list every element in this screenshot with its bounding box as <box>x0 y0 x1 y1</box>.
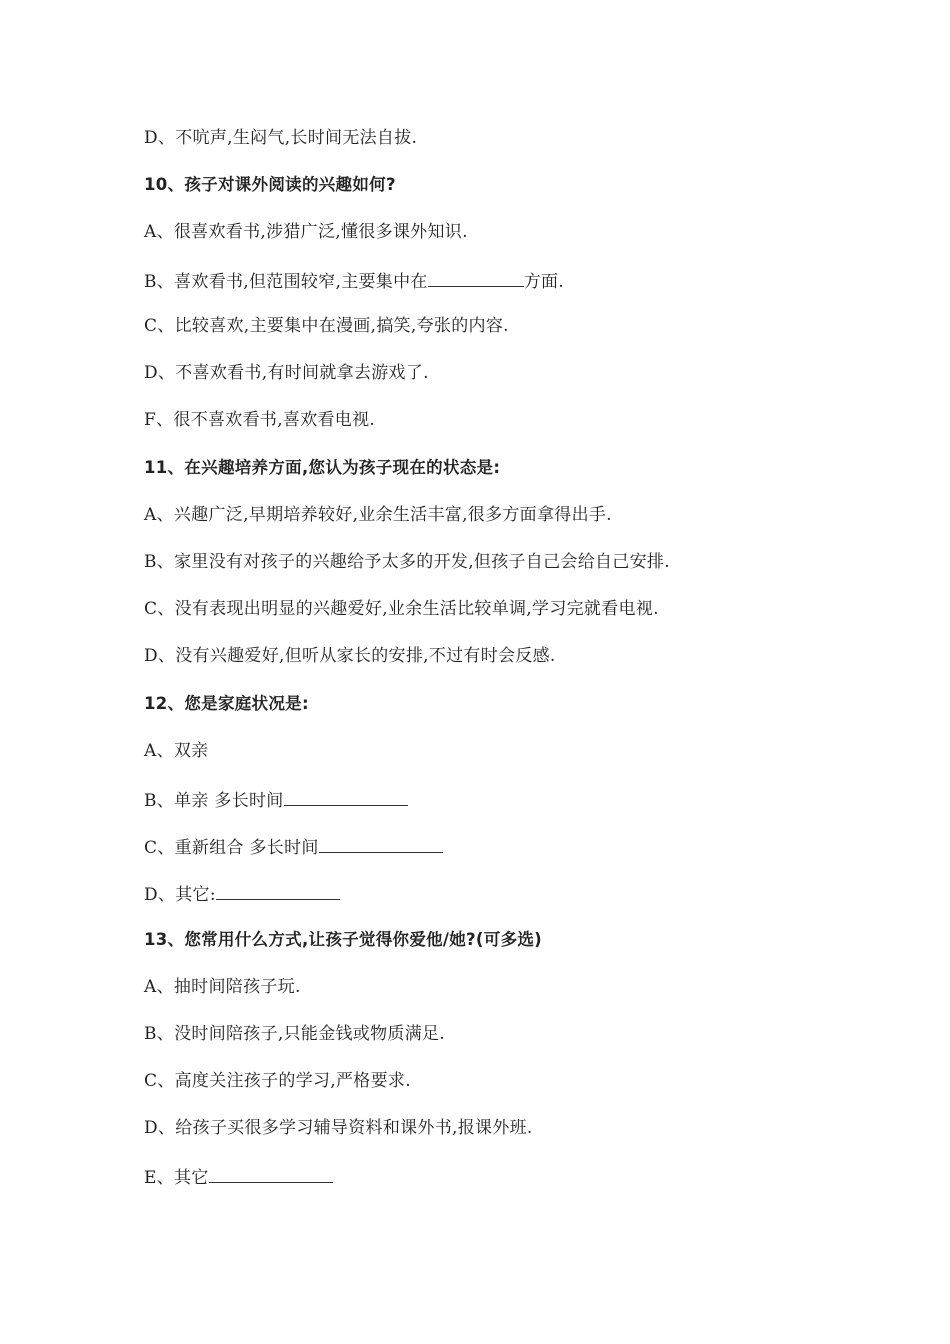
fill-in-blank[interactable] <box>216 881 340 900</box>
option-line <box>144 1023 445 1045</box>
option-line <box>144 221 468 243</box>
option-text: D、没有兴趣爱好,但听从家长的安排,不过有时会反感. <box>144 646 556 666</box>
question-text: 11、在兴趣培养方面,您认为孩子现在的状态是: <box>144 458 501 477</box>
option-line <box>144 551 670 573</box>
fill-in-blank[interactable] <box>428 268 524 287</box>
question-text: 13、您常用什么方式,让孩子觉得你爱他/她?(可多选) <box>144 930 543 949</box>
option-text: B、家里没有对孩子的兴趣给予太多的开发,但孩子自己会给自己安排. <box>144 552 670 572</box>
option-line <box>144 504 612 526</box>
option-text: C、高度关注孩子的学习,严格要求. <box>144 1071 411 1091</box>
option-text: C、没有表现出明显的兴趣爱好,业余生活比较单调,学习完就看电视. <box>144 599 659 619</box>
fill-in-blank[interactable] <box>209 1164 333 1183</box>
option-line <box>144 1164 333 1189</box>
option-line <box>144 787 408 812</box>
option-text: A、双亲 <box>144 741 209 761</box>
option-line <box>144 362 429 384</box>
option-text: D、其它: <box>144 885 216 905</box>
question-text: 10、孩子对课外阅读的兴趣如何? <box>144 175 396 194</box>
option-line <box>144 409 375 431</box>
option-text: A、抽时间陪孩子玩. <box>144 977 301 997</box>
option-line <box>144 315 509 337</box>
option-text: B、单亲 多长时间 <box>144 791 284 811</box>
question-title <box>144 929 542 951</box>
fill-in-blank[interactable] <box>284 787 408 806</box>
option-line <box>144 127 417 149</box>
option-text: A、兴趣广泛,早期培养较好,业余生活丰富,很多方面拿得出手. <box>144 505 612 525</box>
option-line <box>144 976 301 998</box>
option-line <box>144 834 443 859</box>
option-text: D、给孩子买很多学习辅导资料和课外书,报课外班. <box>144 1118 533 1138</box>
option-text: 方面. <box>523 272 565 292</box>
option-text: C、重新组合 多长时间 <box>144 838 319 858</box>
option-text: F、很不喜欢看书,喜欢看电视. <box>144 410 376 430</box>
option-line <box>144 740 208 762</box>
question-text: 12、您是家庭状况是: <box>144 694 309 713</box>
option-line <box>144 1117 533 1139</box>
option-line <box>144 268 564 293</box>
option-text: C、比较喜欢,主要集中在漫画,搞笑,夸张的内容. <box>144 316 509 336</box>
option-text: D、不吭声,生闷气,长时间无法自拔. <box>144 128 418 148</box>
option-line <box>144 645 556 667</box>
option-text: D、不喜欢看书,有时间就拿去游戏了. <box>144 363 429 383</box>
option-text: A、很喜欢看书,涉猎广泛,懂很多课外知识. <box>144 222 468 242</box>
fill-in-blank[interactable] <box>319 834 443 853</box>
question-title <box>144 693 309 715</box>
option-text: E、其它 <box>144 1168 209 1188</box>
option-line <box>144 881 340 906</box>
option-text: B、喜欢看书,但范围较窄,主要集中在 <box>144 272 428 292</box>
option-line <box>144 1070 411 1092</box>
question-title <box>144 457 500 479</box>
option-line <box>144 598 659 620</box>
question-title <box>144 174 396 196</box>
option-text: B、没时间陪孩子,只能金钱或物质满足. <box>144 1024 445 1044</box>
